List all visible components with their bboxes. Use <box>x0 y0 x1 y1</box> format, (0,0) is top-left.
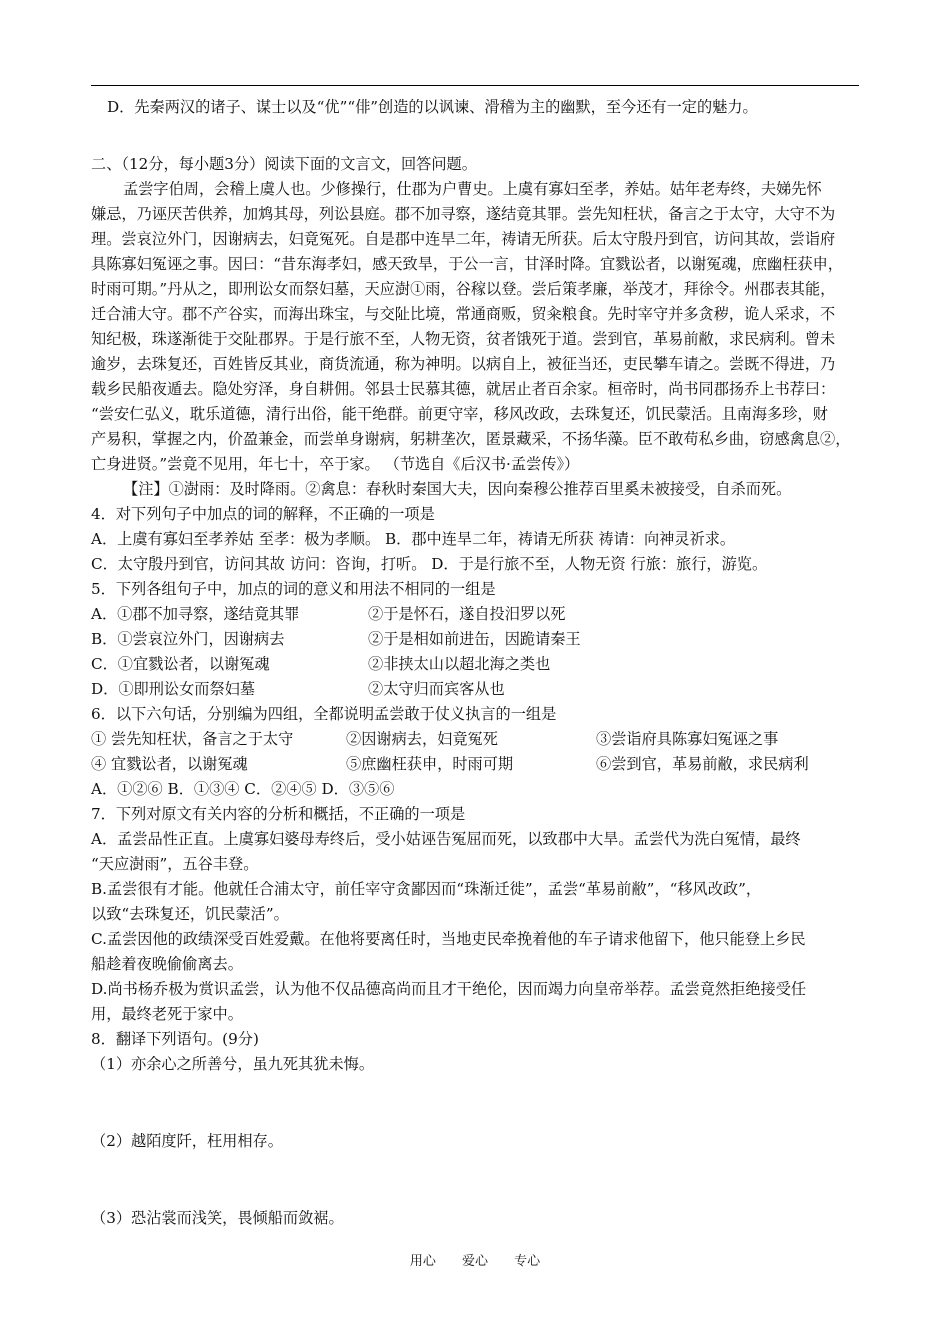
passage-line: 迁合浦大守。郡不产谷实，而海出珠宝，与交阯比境，常通商贩，贸籴粮食。先时宰守并多贪秽，诡人采求，不 <box>91 305 836 323</box>
section-heading: 二、（12分，每小题3分）阅读下面的文言文，回答问题。 <box>91 155 477 173</box>
passage-line: 亡身进贤。”尝竟不见用，年七十，卒于家。 （节选自《后汉书·孟尝传》） <box>91 455 580 473</box>
annotation-note: 【注】①澍雨：及时降雨。②禽息：春秋时秦国大夫，因向秦穆公推荐百里奚未被接受，自杀而死。 <box>123 480 792 498</box>
option-d-prev: D．先秦两汉的诸子、谋士以及“优”“俳”创造的以讽谏、滑稽为主的幽默，至今还有一定的魅力。 <box>107 98 758 116</box>
q6-sentence-6: ⑥尝到官，革易前敝，求民病利 <box>596 755 809 773</box>
q6-sentence-3: ③尝诣府具陈寡妇冤诬之事 <box>596 730 779 748</box>
q7-line: B.孟尝很有才能。他就任合浦太守，前任宰守贪鄙因而“珠渐迁徙”，孟尝“革易前敝”，“移风改政”， <box>91 880 762 898</box>
passage-line: 时雨可期。”丹从之，即刑讼女而祭妇墓，天应澍①雨，谷稼以登。尝后策孝廉，举茂才，拜徐令。州郡表其能， <box>91 280 836 298</box>
q4-stem: 4．对下列句子中加点的词的解释，不正确的一项是 <box>91 505 435 523</box>
q7-line: 以致“去珠复还，饥民蒙活”。 <box>91 905 289 923</box>
passage-line: 逾岁，去珠复还，百姓皆反其业，商货流通，称为神明。以病自上，被征当还，吏民攀车请之。尝既不得进，乃 <box>91 355 836 373</box>
q5-option-a-right: ②于是怀石，遂自投汨罗以死 <box>368 605 566 623</box>
q5-option-d-left: D．①即刑讼女而祭妇墓 <box>91 680 256 698</box>
passage-line: “尝安仁弘义，耽乐道德，清行出俗，能干绝群。前更守宰，移风改政，去珠复还，饥民蒙活。且南海多珍，财 <box>91 405 828 423</box>
top-rule <box>91 85 859 86</box>
q8-item-2: （2）越陌度阡，枉用相存。 <box>91 1132 283 1150</box>
q6-sentence-1: ① 尝先知枉状，备言之于太守 <box>91 730 294 748</box>
page-footer: 用心 爱心 专心 <box>409 1254 541 1269</box>
q8-item-3: （3）恐沾裳而浅笑，畏倾船而敛裾。 <box>91 1209 344 1227</box>
q4-options-ab: A．上虞有寡妇至孝养姑 至孝：极为孝顺。 B．郡中连旱二年，祷请无所获 祷请：向神灵祈求。 <box>91 530 736 548</box>
q7-line: A．孟尝品性正直。上虞寡妇婆母寿终后，受小姑诬告冤屈而死，以致郡中大旱。孟尝代为洗白冤情，最终 <box>91 830 801 848</box>
q8-item-1: （1）亦余心之所善兮，虽九死其犹未悔。 <box>91 1055 375 1073</box>
q5-option-b-left: B．①尝哀泣外门，因谢病去 <box>91 630 285 648</box>
q6-sentence-2: ②因谢病去，妇竟冤死 <box>346 730 498 748</box>
q5-option-c-right: ②非挟太山以超北海之类也 <box>368 655 551 673</box>
passage-line: 产易积，掌握之内，价盈兼金，而尝单身谢病，躬耕垄次，匿景藏采，不扬华藻。臣不敢苟私乡曲，窃感禽息②， <box>91 430 851 448</box>
q5-option-a-left: A．①郡不加寻察，遂结竟其罪 <box>91 605 300 623</box>
passage-line: 具陈寡妇冤诬之事。因曰：“昔东海孝妇，感天致旱，于公一言，甘泽时降。宜戮讼者，以谢冤魂，庶幽枉获申， <box>91 255 843 273</box>
q5-option-b-right: ②于是相如前进缶，因跪请秦王 <box>368 630 581 648</box>
q6-choices: A．①②⑥ B．①③④ C．②④⑤ D．③⑤⑥ <box>91 780 395 798</box>
q6-sentence-4: ④ 宜戮讼者，以谢冤魂 <box>91 755 248 773</box>
passage-line: 载乡民船夜遁去。隐处穷泽，身自耕佣。邻县士民慕其德，就居止者百余家。桓帝时，尚书同郡扬乔上书荐曰： <box>91 380 836 398</box>
passage-line: 知纪极，珠遂渐徙于交阯郡界。于是行旅不至，人物无资，贫者饿死于道。尝到官，革易前敝，求民病利。曾未 <box>91 330 836 348</box>
q7-line: 用，最终老死于家中。 <box>91 1005 243 1023</box>
passage-line: 理。尝哀泣外门，因谢病去，妇竟冤死。自是郡中连旱二年，祷请无所获。后太守殷丹到官，访问其故，尝诣府 <box>91 230 836 248</box>
passage-line: 孟尝字伯周，会稽上虞人也。少修操行，仕郡为户曹史。上虞有寡妇至孝，养姑。姑年老寿终，夫娣先怀 <box>123 180 822 198</box>
q5-option-c-left: C．①宜戮讼者，以谢冤魂 <box>91 655 270 673</box>
q8-stem: 8．翻译下列语句。(9分) <box>91 1030 259 1048</box>
q6-sentence-5: ⑤庶幽枉获申，时雨可期 <box>346 755 514 773</box>
q5-stem: 5．下列各组句子中，加点的词的意义和用法不相同的一组是 <box>91 580 496 598</box>
q7-line: C.孟尝因他的政绩深受百姓爱戴。在他将要离任时，当地吏民牵挽着他的车子请求他留下，他只能登上乡民 <box>91 930 806 948</box>
q7-line: “天应澍雨”，五谷丰登。 <box>91 855 259 873</box>
q5-option-d-right: ②太守归而宾客从也 <box>368 680 505 698</box>
passage-line: 嫌忌，乃诬厌苦供养，加鸩其母，列讼县庭。郡不加寻察，遂结竟其罪。尝先知枉状，备言之于太守，大守不为 <box>91 205 836 223</box>
q7-line: 船趁着夜晚偷偷离去。 <box>91 955 243 973</box>
q4-options-cd: C．太守殷丹到官，访问其故 访问：咨询，打听。 D．于是行旅不至，人物无资 行旅：旅行，游览。 <box>91 555 768 573</box>
q7-line: D.尚书杨乔极为赏识孟尝，认为他不仅品德高尚而且才干绝伦，因而竭力向皇帝举荐。孟尝竟然拒绝接受任 <box>91 980 807 998</box>
q7-stem: 7．下列对原文有关内容的分析和概括，不正确的一项是 <box>91 805 466 823</box>
q6-stem: 6．以下六句话，分别编为四组，全都说明孟尝敢于仗义执言的一组是 <box>91 705 557 723</box>
